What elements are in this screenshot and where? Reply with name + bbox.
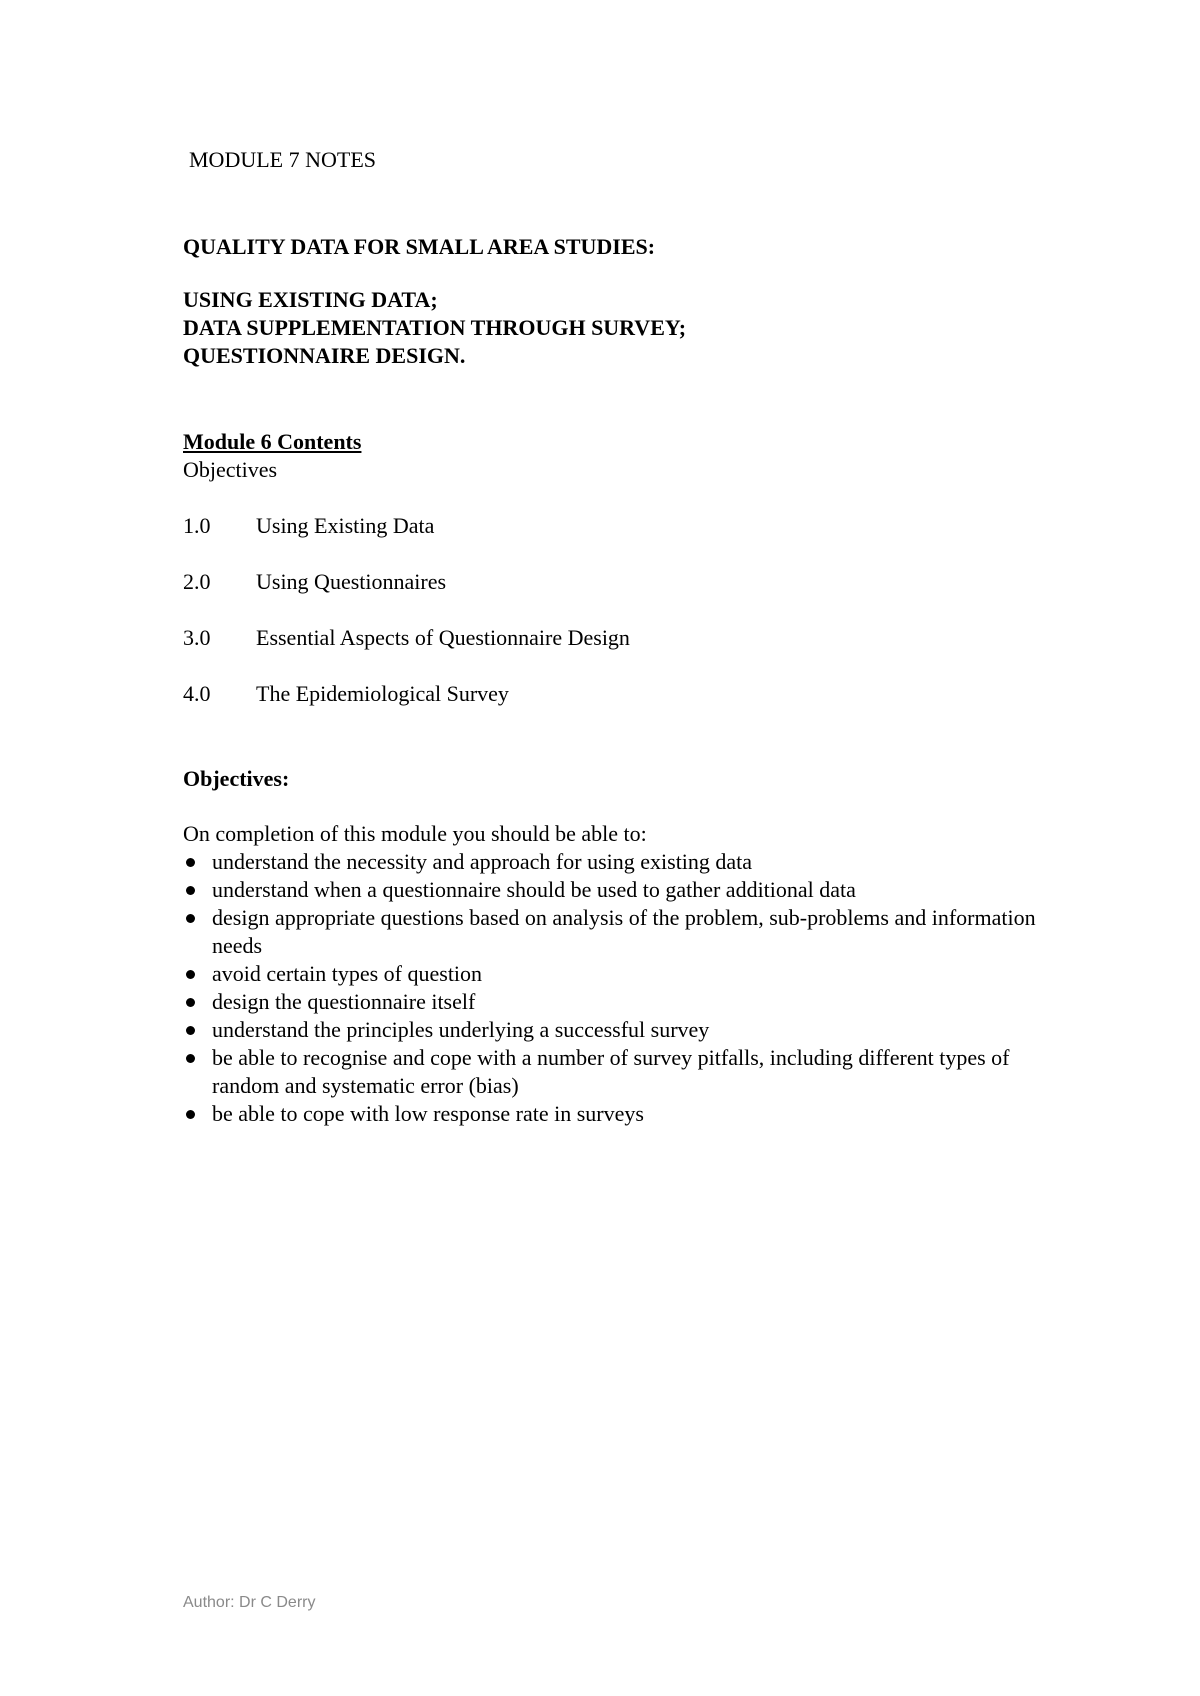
objectives-heading: Objectives:	[183, 766, 290, 791]
list-item-text: understand the principles underlying a successful survey	[212, 1017, 710, 1042]
list-item-text: understand the necessity and approach for using existing data	[212, 849, 753, 874]
toc-item	[0, 568, 1200, 596]
list-item	[183, 1100, 1063, 1128]
bullet-icon	[186, 970, 195, 979]
list-item	[183, 848, 1063, 876]
list-item-text: design appropriate questions based on analysis of the problem, sub-problems and information needs	[212, 905, 1036, 958]
list-item-text: design the questionnaire itself	[212, 989, 476, 1014]
list-item	[183, 1044, 1072, 1100]
bullet-icon	[186, 1110, 195, 1119]
subtitle-2: DATA SUPPLEMENTATION THROUGH SURVEY;	[183, 315, 687, 340]
list-item-text: be able to cope with low response rate in surveys	[212, 1101, 644, 1126]
toc-item	[0, 512, 1200, 540]
list-item	[183, 876, 1063, 904]
toc-item-number: 2.0	[183, 569, 211, 594]
list-item	[183, 988, 1063, 1016]
bullet-icon	[186, 858, 195, 867]
toc-item-number: 1.0	[183, 513, 211, 538]
list-item-text: avoid certain types of question	[212, 961, 483, 986]
toc-item-title: The Epidemiological Survey	[256, 681, 509, 706]
list-item-text: understand when a questionnaire should be used to gather additional data	[212, 877, 856, 902]
footer-author: Author: Dr C Derry	[183, 1594, 316, 1611]
toc-item-title: Using Existing Data	[256, 513, 435, 538]
contents-objectives-label: Objectives	[183, 457, 278, 482]
toc-item-number: 4.0	[183, 681, 211, 706]
objectives-intro: On completion of this module you should be able to:	[183, 821, 647, 846]
toc-item	[0, 680, 1200, 708]
bullet-icon	[186, 1026, 195, 1035]
contents-heading: Module 6 Contents	[183, 429, 362, 454]
bullet-icon	[186, 914, 195, 923]
bullet-icon	[186, 886, 195, 895]
subtitle-1: USING EXISTING DATA;	[183, 287, 438, 312]
subtitle-3: QUESTIONNAIRE DESIGN.	[183, 343, 466, 368]
toc-item-title: Essential Aspects of Questionnaire Design	[256, 625, 630, 650]
list-item	[183, 1016, 1063, 1044]
toc-item-title: Using Questionnaires	[256, 569, 447, 594]
toc-item	[0, 624, 1200, 652]
objectives-list	[183, 848, 1063, 1128]
module-title: MODULE 7 NOTES	[189, 147, 376, 172]
bullet-icon	[186, 1054, 195, 1063]
list-item	[183, 904, 1052, 960]
list-item-text: be able to recognise and cope with a number of survey pitfalls, including different types of random and systematic error (bias)	[212, 1045, 1010, 1098]
toc-item-number: 3.0	[183, 625, 211, 650]
list-item	[183, 960, 1063, 988]
main-title: QUALITY DATA FOR SMALL AREA STUDIES:	[183, 234, 656, 259]
bullet-icon	[186, 998, 195, 1007]
